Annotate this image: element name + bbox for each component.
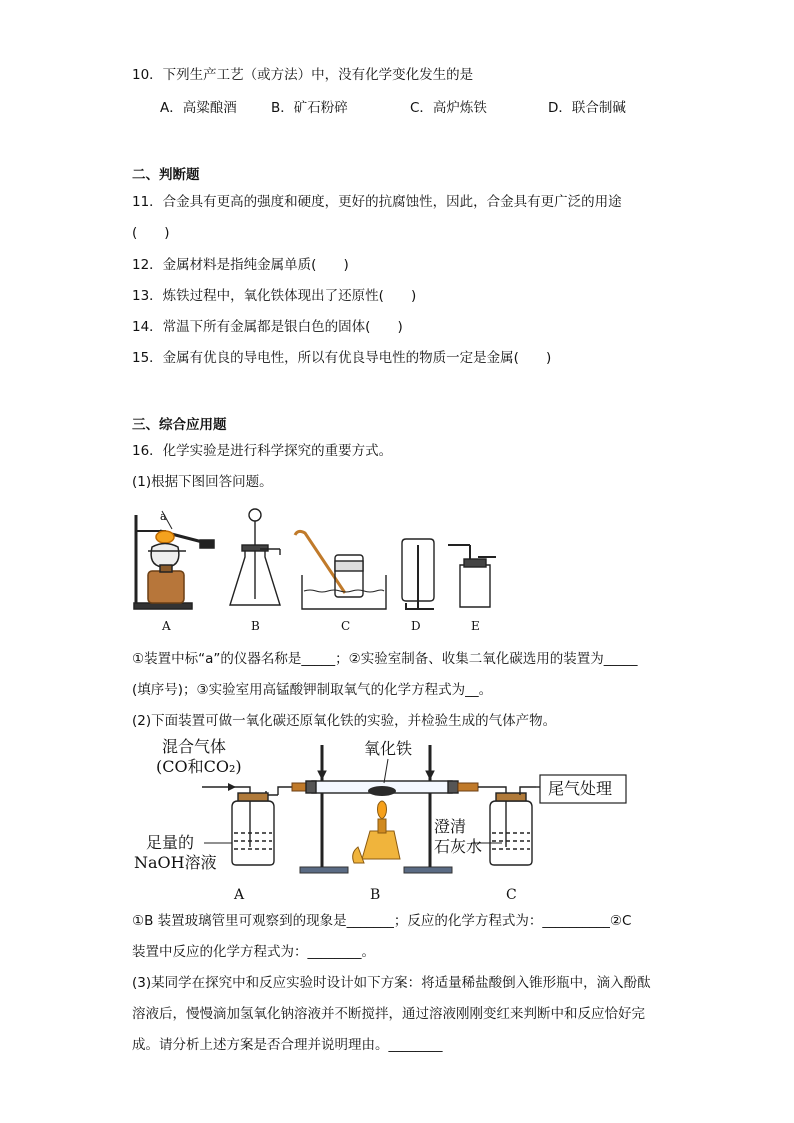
figure2-label-a: A (234, 887, 245, 903)
part1-line1: ①装置中标“a”的仪器名称是_____；②实验室制备、收集二氧化碳选用的装置为_____ (132, 651, 638, 667)
figure2-label-c: C (506, 887, 517, 903)
limewater-label-line1: 澄清 (434, 817, 467, 836)
q15: 15．金属有优良的导电性，所以有优良导电性的物质一定是金属( ) (132, 350, 552, 366)
apparatus-c (295, 531, 386, 609)
part2-line1: ①B 装置玻璃管里可观察到的现象是_______；反应的化学方程式为：__________②C (132, 913, 632, 929)
apparatus-label-e: E (471, 619, 480, 633)
q14: 14．常温下所有金属都是银白色的固体( ) (132, 319, 403, 335)
apparatus-figure-1-drawing (130, 505, 510, 635)
part3-line1: (3)某同学在探究中和反应实验时设计如下方案：将适量稀盐酸倒入锥形瓶中，滴入酚酞 (132, 975, 651, 991)
apparatus-label-a: A (162, 619, 171, 633)
q13: 13．炼铁过程中，氧化铁体现出了还原性( ) (132, 288, 417, 304)
part3-line2: 溶液后，慢慢滴加氢氧化钠溶液并不断搅拌，通过溶液刚刚变红来判断中和反应恰好完 (132, 1006, 645, 1022)
naoh-label-line1: 足量的 (146, 833, 195, 852)
apparatus-label-b: B (251, 619, 260, 633)
part1-line2: (填序号)；③实验室用高锰酸钾制取氧气的化学方程式为__。 (132, 682, 493, 698)
part2-line2: 装置中反应的化学方程式为：________。 (132, 944, 375, 960)
mixed-gas-label: 混合气体 (162, 737, 227, 756)
naoh-label-line2: NaOH溶液 (134, 853, 217, 872)
tail-gas-label: 尾气处理 (548, 779, 613, 798)
mixed-gas-formula: (CO和CO₂) (156, 757, 242, 776)
q10-option-c: C．高炉炼铁 (410, 100, 487, 116)
limewater-label-line2: 石灰水 (434, 837, 483, 856)
apparatus-label-d: D (411, 619, 421, 633)
q11-line1: 11．合金具有更高的强度和硬度，更好的抗腐蚀性，因此，合金具有更广泛的用途 (132, 194, 622, 210)
q10-option-b: B．矿石粉碎 (271, 100, 348, 116)
apparatus-d (402, 539, 434, 609)
q16-stem: 16．化学实验是进行科学探究的重要方式。 (132, 443, 393, 459)
part3-line3: 成。请分析上述方案是否合理并说明理由。________ (132, 1037, 443, 1053)
section3-title: 三、综合应用题 (132, 417, 227, 433)
apparatus-figure-2 (132, 735, 652, 905)
glass-tube (306, 781, 458, 796)
apparatus-a-mark-a: a (160, 510, 167, 523)
apparatus-figure-1 (130, 505, 510, 635)
q10-option-d: D．联合制碱 (548, 100, 626, 116)
spirit-burner (353, 801, 400, 863)
iron-oxide-label: 氧化铁 (364, 739, 413, 758)
q10-option-a: A．高粱酿酒 (160, 100, 237, 116)
q12: 12．金属材料是指纯金属单质( ) (132, 257, 349, 273)
part1-intro: (1)根据下图回答问题。 (132, 474, 273, 490)
apparatus-label-c: C (341, 619, 351, 633)
apparatus-e (448, 545, 496, 607)
apparatus-a (134, 511, 214, 609)
figure2-label-b: B (370, 887, 381, 903)
q10-stem: 10．下列生产工艺（或方法）中，没有化学变化发生的是 (132, 67, 474, 83)
apparatus-b (230, 509, 280, 605)
part2-intro: (2)下面装置可做一氧化碳还原氧化铁的实验，并检验生成的气体产物。 (132, 713, 557, 729)
q11-line2: ( ) (132, 225, 170, 241)
section2-title: 二、判断题 (132, 167, 200, 183)
